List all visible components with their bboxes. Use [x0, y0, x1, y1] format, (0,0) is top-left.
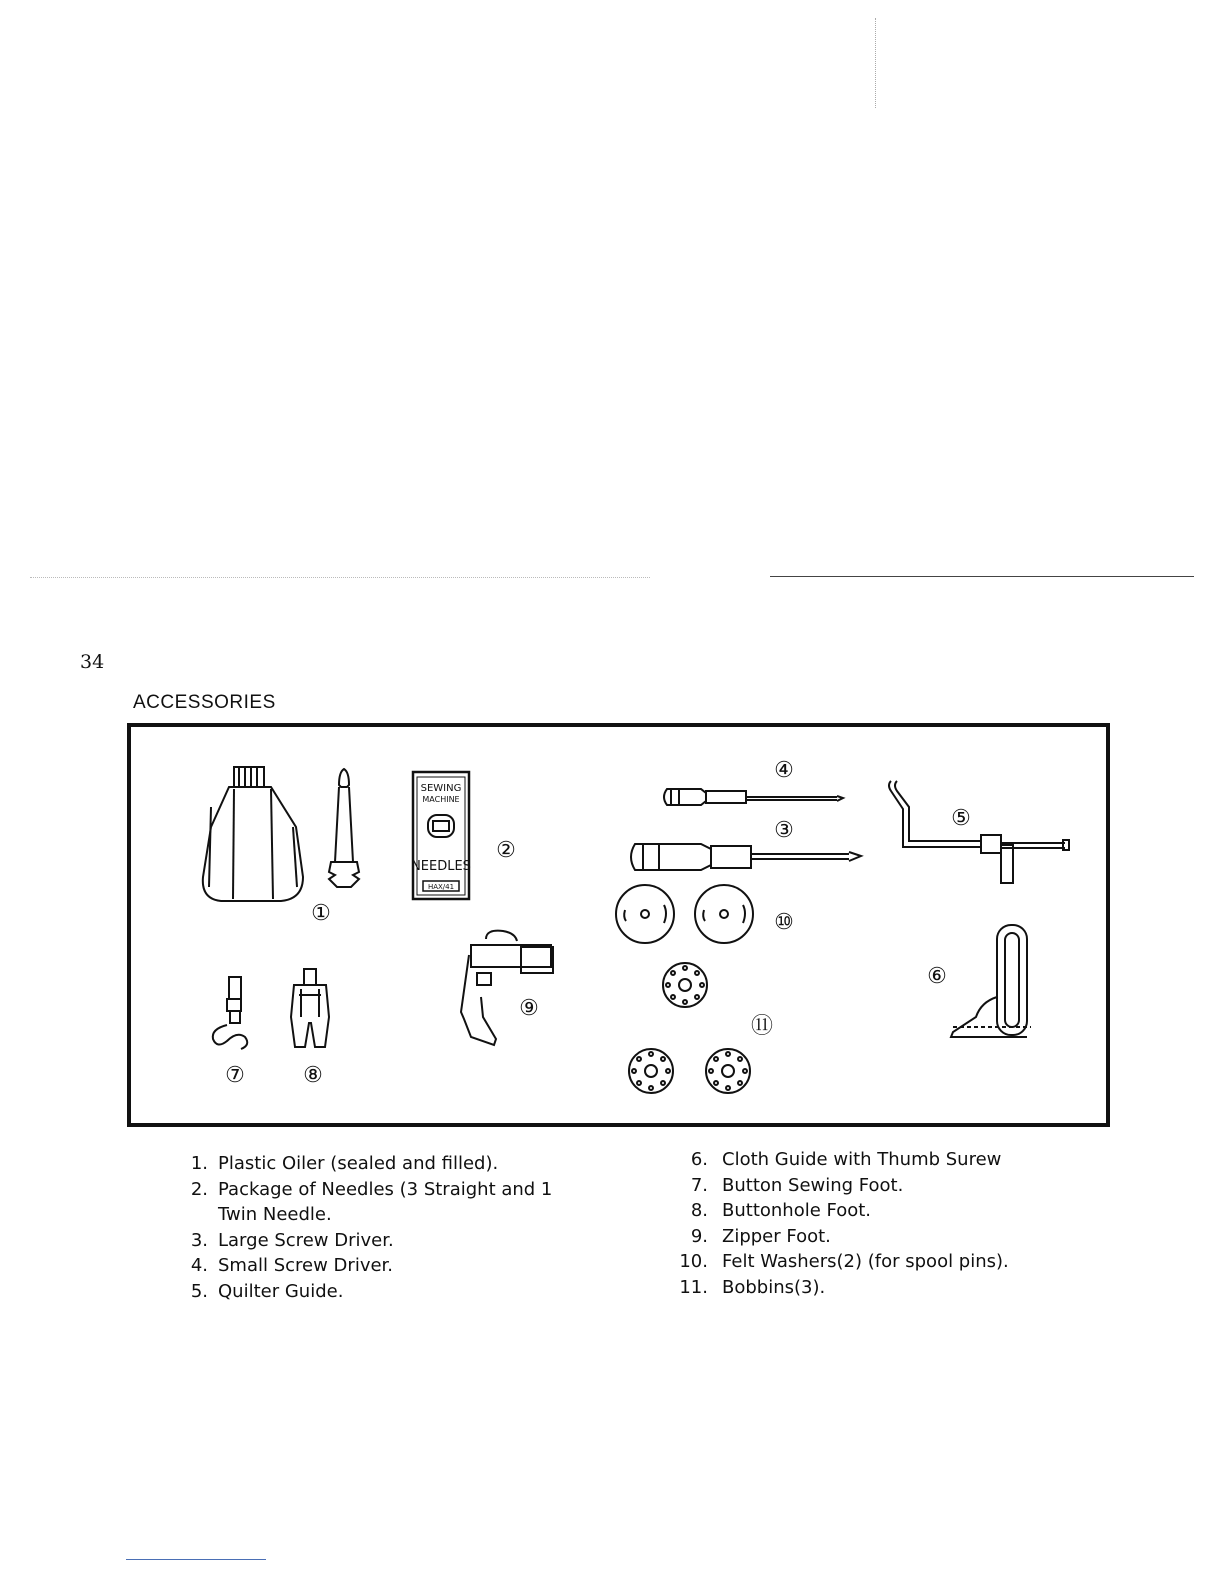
- large-screwdriver-icon: [631, 844, 861, 870]
- oiler-spout-icon: [329, 769, 359, 887]
- needle-pack-line-1: SEWING: [420, 783, 462, 794]
- felt-washers-icon: [616, 885, 753, 943]
- accessories-list-right: [676, 1147, 1116, 1300]
- bobbins-icon: [629, 963, 750, 1093]
- callout-5: ⑤: [951, 806, 971, 831]
- item-text: Bobbins(3).: [722, 1276, 826, 1298]
- item-text: Cloth Guide with Thumb Surew: [722, 1149, 1002, 1170]
- page-number: 34: [80, 651, 105, 673]
- oiler-bottle-icon: [203, 767, 303, 901]
- list-item: [676, 1249, 1116, 1275]
- callout-4: ④: [774, 758, 794, 783]
- item-number: 8.: [690, 1200, 708, 1221]
- callout-2: ②: [496, 838, 516, 863]
- item-number: 3.: [190, 1229, 208, 1251]
- callout-8: ⑧: [303, 1063, 323, 1088]
- item-number: 10.: [679, 1251, 708, 1272]
- item-text: Felt Washers(2) (for spool pins).: [722, 1251, 1009, 1272]
- item-number: 1.: [190, 1153, 208, 1174]
- item-number: 6.: [690, 1149, 708, 1170]
- list-item: [676, 1224, 1116, 1250]
- footer-rule: [126, 1559, 266, 1560]
- list-item-continuation: [180, 1202, 620, 1228]
- list-item: [676, 1173, 1116, 1199]
- needle-package-icon: [411, 772, 471, 899]
- accessories-list-left: [180, 1151, 620, 1304]
- callout-11: ⑪: [750, 1014, 774, 1039]
- item-number: 5.: [190, 1280, 208, 1302]
- page-divider-line: [770, 576, 1194, 577]
- needle-pack-line-2: MACHINE: [422, 795, 460, 804]
- item-text: Small Screw Driver.: [218, 1255, 394, 1276]
- list-item: [180, 1228, 620, 1254]
- scan-artifact-line: [30, 577, 650, 578]
- callout-1: ①: [311, 901, 331, 926]
- item-number: 2.: [190, 1178, 208, 1200]
- item-text: Large Screw Driver.: [218, 1229, 394, 1251]
- section-title: ACCESSORIES: [133, 692, 276, 713]
- list-item: [676, 1198, 1116, 1224]
- item-text: Twin Needle.: [218, 1204, 332, 1225]
- item-text: Zipper Foot.: [722, 1225, 831, 1247]
- list-item: [676, 1275, 1116, 1301]
- zipper-foot-icon: [461, 931, 553, 1045]
- item-number: 7.: [690, 1174, 708, 1196]
- item-number: 9.: [690, 1225, 708, 1247]
- list-item: [180, 1279, 620, 1305]
- callout-9: ⑨: [519, 996, 539, 1021]
- callout-3: ③: [774, 818, 794, 843]
- button-sewing-foot-icon: [213, 977, 247, 1049]
- callout-7: ⑦: [225, 1063, 245, 1088]
- item-text: Plastic Oiler (sealed and filled).: [218, 1153, 499, 1174]
- item-text: Button Sewing Foot.: [722, 1174, 904, 1196]
- accessories-figure: [127, 723, 1110, 1127]
- quilter-guide-icon: [889, 781, 1069, 883]
- item-text: Quilter Guide.: [218, 1280, 344, 1302]
- list-item: [676, 1147, 1116, 1173]
- callout-6: ⑥: [927, 964, 947, 989]
- callout-10: ⑩: [774, 910, 794, 935]
- list-item: [180, 1253, 620, 1279]
- scan-artifact-mark: [875, 18, 876, 108]
- accessories-illustration: [131, 727, 1106, 1123]
- small-screwdriver-icon: [664, 789, 843, 805]
- list-item: [180, 1177, 620, 1203]
- item-text: Package of Needles (3 Straight and 1: [218, 1178, 553, 1200]
- item-number: 4.: [190, 1255, 208, 1276]
- cloth-guide-icon: [951, 925, 1031, 1037]
- needle-pack-line-4: HAX/41: [427, 883, 455, 891]
- item-number: 11.: [679, 1276, 708, 1298]
- list-item: [180, 1151, 620, 1177]
- item-text: Buttonhole Foot.: [722, 1200, 872, 1221]
- needle-pack-line-3: NEEDLES: [411, 859, 471, 874]
- buttonhole-foot-icon: [291, 969, 329, 1047]
